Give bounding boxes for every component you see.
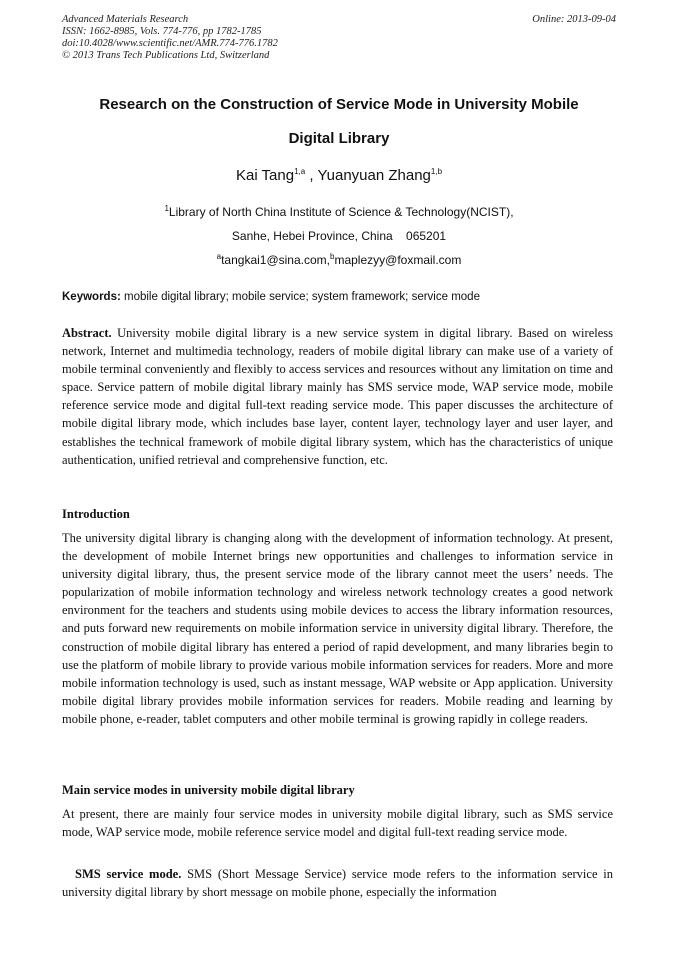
sms-paragraph xyxy=(62,865,613,901)
keywords-text: mobile digital library; mobile service; system framework; service mode xyxy=(120,291,480,303)
affiliation-line-1 xyxy=(62,204,616,220)
author-1-affil: 1,a xyxy=(294,167,306,176)
main-modes-paragraph: At present, there are mainly four service modes in university mobile digital library, such as SMS service mode, WAP service mode, mobile reference service model and digital full-text reading service mode. xyxy=(62,807,613,840)
abstract xyxy=(62,324,613,469)
main-modes-heading: Main service modes in university mobile digital library xyxy=(62,783,355,797)
sms-label: SMS service mode. xyxy=(75,867,182,881)
online-date: Online: 2013-09-04 xyxy=(532,14,616,25)
affiliation-marker: 1 xyxy=(164,204,169,213)
keywords xyxy=(62,289,616,305)
intro-heading: Introduction xyxy=(62,507,130,521)
paper-title xyxy=(62,88,616,156)
journal-header xyxy=(62,14,616,62)
email-b[interactable]: maplezyy@foxmail.com xyxy=(334,253,462,267)
doi-line: doi:10.4028/www.scientific.net/AMR.774-776.1782 xyxy=(62,38,278,49)
keywords-label: Keywords: xyxy=(62,291,121,303)
email-a[interactable]: tangkai1@sina.com, xyxy=(221,253,330,267)
title-line-2: Digital Library xyxy=(288,130,390,147)
abstract-label: Abstract. xyxy=(62,326,112,340)
affiliation-institution: Library of North China Institute of Science & Technology(NCIST), xyxy=(168,205,514,219)
author-separator: , xyxy=(305,167,318,184)
copyright-line: © 2013 Trans Tech Publications Ltd, Switzerland xyxy=(62,50,270,61)
email-line xyxy=(62,252,616,268)
author-2: Yuanyuan Zhang xyxy=(317,167,431,184)
abstract-text: University mobile digital library is a new service system in digital library. Based on wireless network, Internet and multimedia technology, readers of mobile digital library can make use of a variety of mobile terminal conveniently and flexibly to access services and resources without any limitation on time and space. Service pattern of mobile digital library mainly has SMS service mode, WAP service mode, mobile reference service mode and digital full-text reading service mode. This paper discusses the architecture of mobile digital library mode, which includes base layer, content layer, technology layer and user layer, and establishes the technical framework of mobile digital library system, which has the characteristics of unique authentication, unified retrieval and comprehensive function, etc. xyxy=(62,326,613,467)
sms-text: SMS (Short Message Service) service mode refers to the information service in university digital library by short message on mobile phone, especially the information xyxy=(62,867,613,900)
email-marker-a: a xyxy=(216,252,222,261)
author-list xyxy=(62,165,616,187)
email-marker-b: b xyxy=(330,252,335,261)
author-2-affil: 1,b xyxy=(430,167,443,176)
title-line-1: Research on the Construction of Service Mode in University Mobile xyxy=(99,96,579,113)
journal-name: Advanced Materials Research xyxy=(62,14,189,25)
affiliation-line-2: Sanhe, Hebei Province, China 065201 xyxy=(231,229,447,243)
intro-paragraph: The university digital library is changing along with the development of information technology. At present, the development of mobile Internet brings new opportunities and challenges to information service in university digital library, thus, the present service mode of the library cannot meet the users’ needs. The popularization of mobile information technology and wireless network technology creates a good network environment for the teachers and students using mobile devices to access the library information resources, and puts forward new requirements on mobile information service in university digital library. Therefore, the construction of mobile digital library has entered a period of rapid development, and many libraries begin to use the platform of mobile library to provide various mobile information services for readers. More and more mobile information technology is used, such as instant message, WAP website or App application. University mobile digital library provides mobile information services for readers. Mobile reading and learning by mobile phone, e-reader, tablet computers and other mobile terminal is growing rapidly in college readers. xyxy=(62,531,613,726)
author-1: Kai Tang xyxy=(235,167,295,184)
issn-line: ISSN: 1662-8985, Vols. 774-776, pp 1782-1785 xyxy=(62,26,262,37)
